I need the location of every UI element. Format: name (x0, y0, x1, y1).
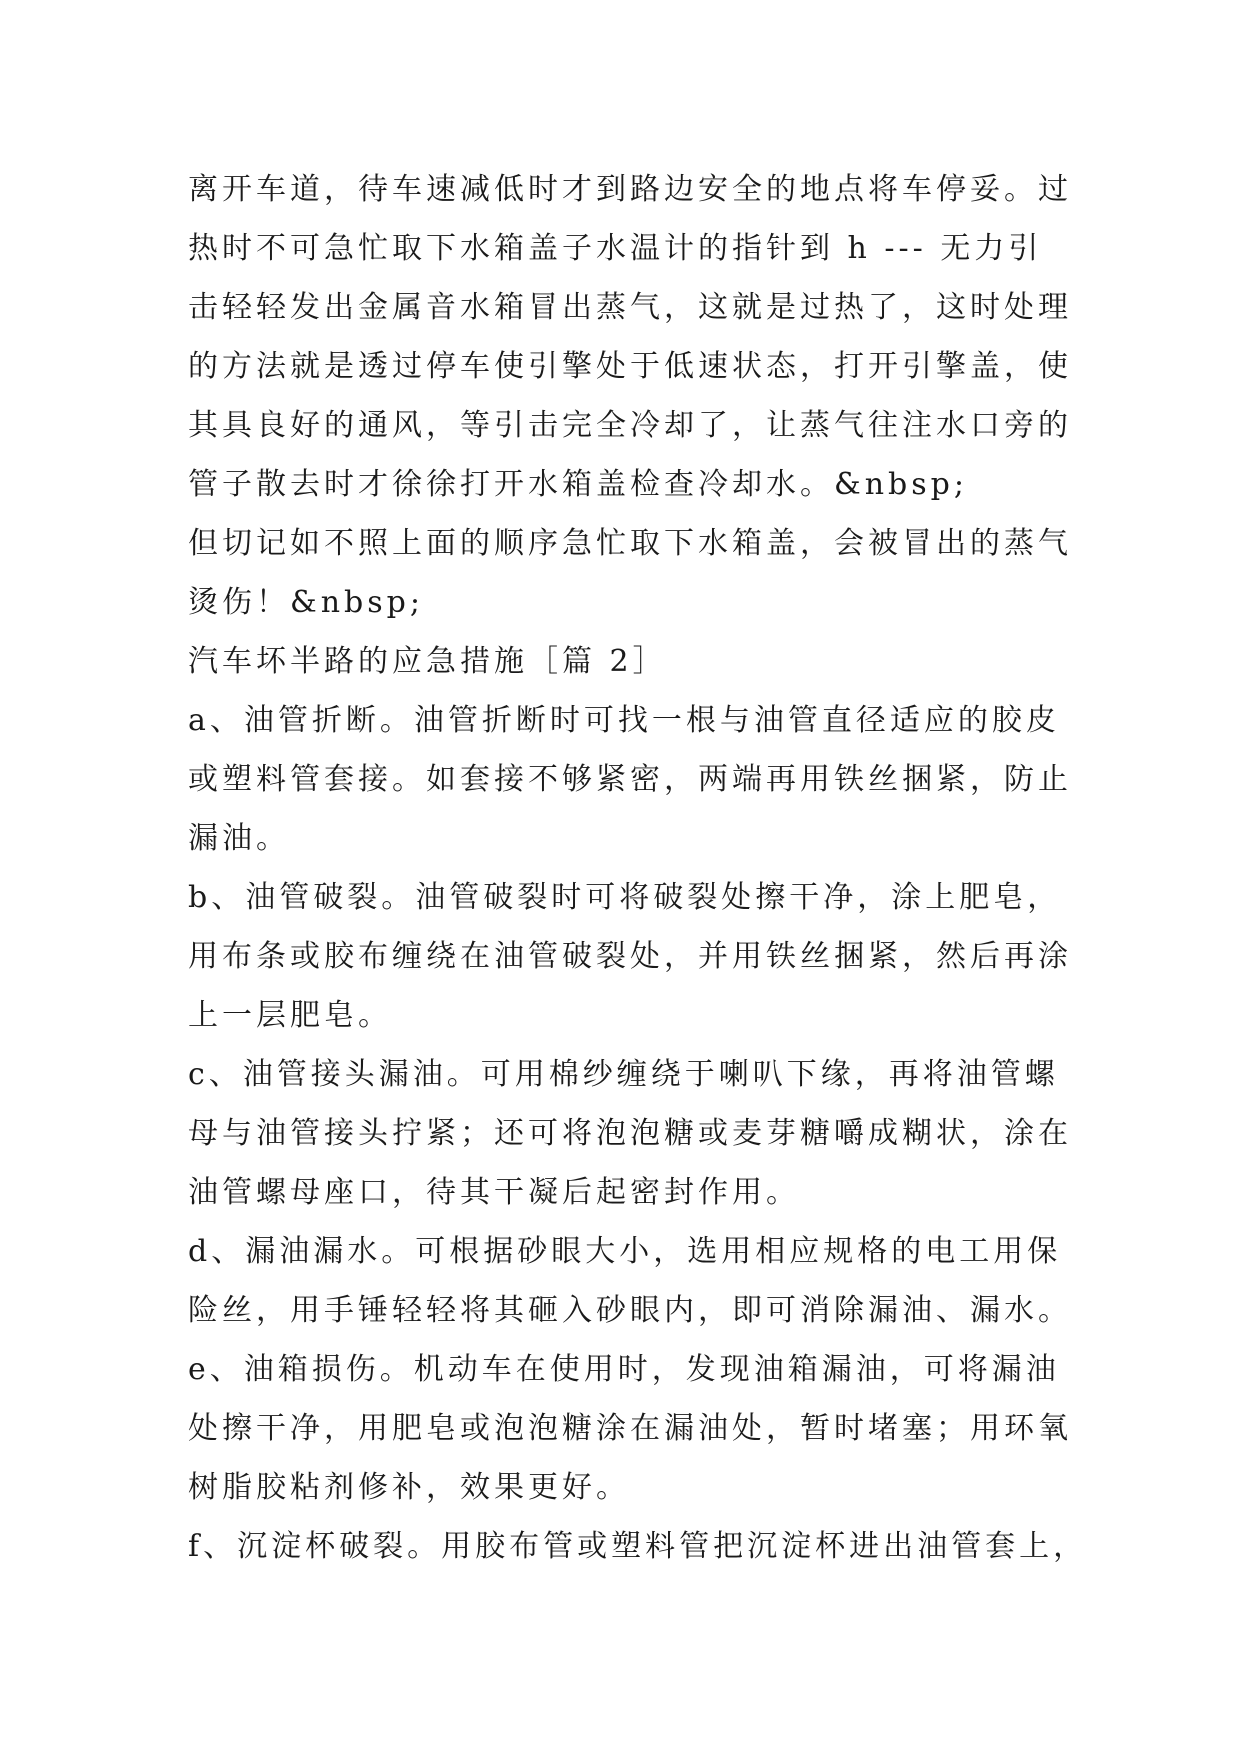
text-line: d、漏油漏水。可根据砂眼大小，选用相应规格的电工用保 (188, 1234, 1062, 1269)
text-line: 的方法就是透过停车使引擎处于低速状态，打开引擎盖，使 (188, 349, 1072, 384)
text-line: 离开车道，待车速减低时才到路边安全的地点将车停妥。过 (188, 172, 1072, 207)
text-line: 管子散去时才徐徐打开水箱盖检查冷却水。&nbsp; (188, 467, 968, 502)
text-line: e、油箱损伤。机动车在使用时，发现油箱漏油，可将漏油 (188, 1352, 1060, 1387)
text-line: a、油管折断。油管折断时可找一根与油管直径适应的胶皮 (188, 703, 1060, 738)
text-line: f、沉淀杯破裂。用胶布管或塑料管把沉淀杯进出油管套上， (188, 1529, 1088, 1564)
text-line: 树脂胶粘剂修补，效果更好。 (188, 1470, 630, 1505)
text-line: 上一层肥皂。 (188, 998, 392, 1033)
text-line: 漏油。 (188, 821, 290, 856)
text-line: c、油管接头漏油。可用棉纱缠绕于喇叭下缘，再将油管螺 (188, 1057, 1059, 1092)
text-line: 用布条或胶布缠绕在油管破裂处，并用铁丝捆紧，然后再涂 (188, 939, 1072, 974)
text-line: 险丝，用手锤轻轻将其砸入砂眼内，即可消除漏油、漏水。 (188, 1293, 1072, 1328)
text-line: 处擦干净，用肥皂或泡泡糖涂在漏油处，暂时堵塞；用环氧 (188, 1411, 1072, 1446)
text-line: 烫伤！&nbsp; (188, 585, 424, 620)
text-line: 其具良好的通风，等引击完全冷却了，让蒸气往注水口旁的 (188, 408, 1072, 443)
text-line: b、油管破裂。油管破裂时可将破裂处擦干净，涂上肥皂， (188, 880, 1062, 915)
document-body (188, 160, 1088, 1576)
text-line: 油管螺母座口，待其干凝后起密封作用。 (188, 1175, 800, 1210)
text-line: 或塑料管套接。如套接不够紧密，两端再用铁丝捆紧，防止 (188, 762, 1072, 797)
text-line: 但切记如不照上面的顺序急忙取下水箱盖，会被冒出的蒸气 (188, 526, 1072, 561)
text-line: 热时不可急忙取下水箱盖子水温计的指针到 h --- 无力引 (188, 231, 1043, 266)
text-line: 击轻轻发出金属音水箱冒出蒸气，这就是过热了，这时处理 (188, 290, 1072, 325)
section-heading: 汽车坏半路的应急措施［篇 2］ (188, 644, 667, 679)
text-line: 母与油管接头拧紧；还可将泡泡糖或麦芽糖嚼成糊状，涂在 (188, 1116, 1072, 1151)
